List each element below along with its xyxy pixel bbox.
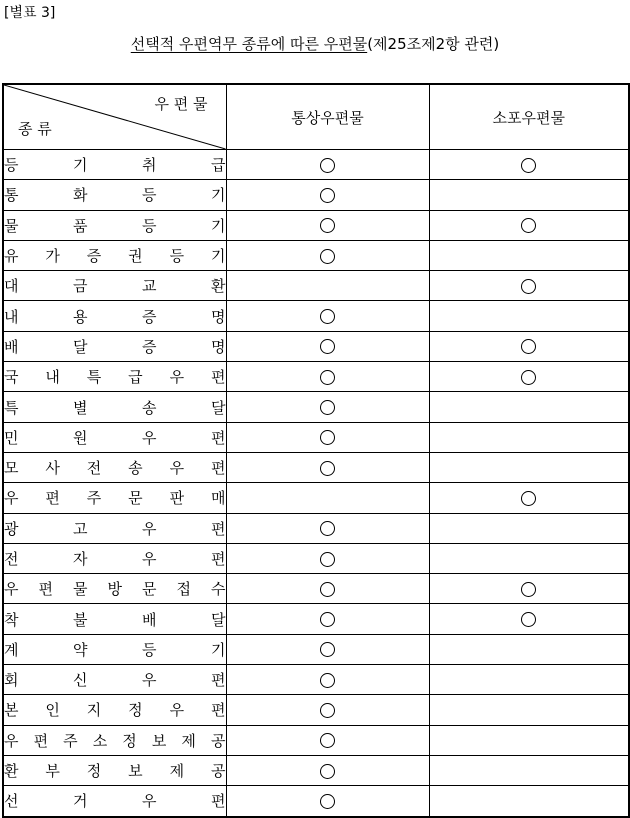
- service-name-cell: [3, 786, 226, 817]
- table-row: [3, 422, 629, 452]
- applicable-circle-icon: [320, 642, 335, 657]
- parcel-mail-cell: [429, 180, 629, 210]
- service-name-char: 등: [142, 186, 157, 205]
- service-name-char: 주: [63, 731, 78, 750]
- applicable-circle-icon: [320, 521, 335, 536]
- service-name: [4, 669, 226, 690]
- service-name-char: 신: [73, 671, 88, 690]
- regular-mail-cell: [226, 180, 429, 210]
- service-name-char: 금: [73, 277, 88, 296]
- applicable-circle-icon: [320, 582, 335, 597]
- service-name-cell: [3, 695, 226, 725]
- service-name-char: 급: [211, 156, 226, 175]
- regular-mail-cell: [226, 574, 429, 604]
- service-name-char: 별: [73, 398, 88, 417]
- applicable-circle-icon: [521, 339, 536, 354]
- applicable-circle-icon: [521, 279, 536, 294]
- service-name-char: 전: [86, 459, 102, 478]
- service-name-char: 우: [169, 701, 185, 720]
- service-name-char: 지: [86, 701, 102, 720]
- service-name-cell: [3, 452, 226, 482]
- parcel-mail-cell: [429, 483, 629, 513]
- applicable-circle-icon: [320, 218, 335, 233]
- service-name-char: 거: [73, 792, 88, 811]
- service-name-char: 송: [128, 459, 143, 478]
- service-name-char: 기: [211, 640, 226, 659]
- table-row: [3, 483, 629, 513]
- service-name-char: 국: [4, 368, 19, 387]
- service-name-cell: [3, 150, 226, 180]
- table-row: [3, 725, 629, 755]
- applicable-circle-icon: [521, 491, 536, 506]
- service-name-char: 우: [4, 489, 19, 508]
- service-name-char: 불: [73, 610, 88, 629]
- service-name: [4, 730, 226, 751]
- service-name: [4, 760, 226, 781]
- service-name-char: 달: [73, 337, 88, 356]
- service-name-char: 편: [211, 792, 226, 811]
- service-name-char: 광: [4, 519, 19, 538]
- service-name-cell: [3, 634, 226, 664]
- service-name-char: 통: [4, 186, 19, 205]
- service-name-char: 정: [86, 762, 102, 781]
- service-name-char: 기: [211, 186, 226, 205]
- service-name-char: 우: [169, 368, 185, 387]
- service-name: [4, 518, 226, 539]
- applicable-circle-icon: [320, 339, 335, 354]
- table-row: [3, 665, 629, 695]
- service-name-char: 정: [128, 701, 143, 720]
- regular-mail-cell: [226, 362, 429, 392]
- service-name-char: 기: [210, 247, 226, 266]
- service-name-char: 편: [45, 489, 60, 508]
- service-name-char: 편: [211, 428, 226, 447]
- service-name-char: 등: [4, 156, 19, 175]
- applicable-circle-icon: [320, 733, 335, 748]
- service-name-char: 사: [45, 459, 60, 478]
- regular-mail-cell: [226, 240, 429, 270]
- regular-mail-cell: [226, 331, 429, 361]
- service-name-char: 명: [211, 307, 226, 326]
- table-row: [3, 786, 629, 817]
- applicable-circle-icon: [521, 218, 536, 233]
- service-name-char: 우: [142, 428, 157, 447]
- parcel-mail-cell: [429, 452, 629, 482]
- parcel-mail-cell: [429, 725, 629, 755]
- service-name-char: 취: [142, 156, 157, 175]
- parcel-mail-cell: [429, 513, 629, 543]
- regular-mail-cell: [226, 392, 429, 422]
- service-name-char: 우: [4, 580, 19, 599]
- applicable-circle-icon: [320, 764, 335, 779]
- service-name-char: 계: [4, 640, 19, 659]
- parcel-mail-cell: [429, 301, 629, 331]
- service-name-char: 물: [4, 216, 19, 235]
- regular-mail-cell: [226, 695, 429, 725]
- service-name-char: 편: [210, 459, 226, 478]
- service-name-char: 등: [142, 640, 157, 659]
- service-name-char: 기: [211, 216, 226, 235]
- service-name-char: 제: [181, 731, 196, 750]
- service-name-char: 민: [4, 428, 19, 447]
- service-name-cell: [3, 180, 226, 210]
- service-name-char: 편: [33, 731, 49, 750]
- regular-mail-cell: [226, 786, 429, 817]
- applicable-circle-icon: [320, 309, 335, 324]
- service-name: [4, 366, 226, 387]
- service-name-cell: [3, 240, 226, 270]
- regular-mail-cell: [226, 301, 429, 331]
- header-type-label: 종 류: [18, 120, 52, 138]
- applicable-circle-icon: [320, 188, 335, 203]
- table-row: [3, 604, 629, 634]
- parcel-mail-cell: [429, 755, 629, 785]
- service-name-char: 환: [211, 277, 226, 296]
- service-name-char: 용: [73, 307, 88, 326]
- applicable-circle-icon: [320, 461, 335, 476]
- service-name: [4, 578, 226, 599]
- service-name-char: 보: [151, 731, 167, 750]
- service-name-char: 특: [86, 368, 102, 387]
- service-name-cell: [3, 513, 226, 543]
- applicable-circle-icon: [320, 158, 335, 173]
- service-name-char: 달: [211, 398, 226, 417]
- service-name-char: 증: [142, 337, 157, 356]
- parcel-mail-cell: [429, 331, 629, 361]
- service-name-char: 모: [4, 459, 19, 478]
- service-name-char: 달: [211, 610, 226, 629]
- diagonal-header-cell: [3, 84, 226, 150]
- service-name-cell: [3, 604, 226, 634]
- service-name: [4, 457, 226, 478]
- service-name-char: 품: [73, 216, 88, 235]
- service-name-char: 내: [45, 368, 60, 387]
- parcel-mail-cell: [429, 786, 629, 817]
- service-name-char: 편: [210, 701, 226, 720]
- service-name-char: 배: [142, 610, 157, 629]
- service-name-char: 명: [211, 337, 226, 356]
- regular-mail-cell: [226, 452, 429, 482]
- service-name-char: 특: [4, 398, 19, 417]
- parcel-mail-cell: [429, 604, 629, 634]
- service-name-char: 전: [4, 550, 19, 568]
- service-name-char: 우: [142, 671, 157, 690]
- regular-mail-cell: [226, 513, 429, 543]
- service-name-char: 자: [73, 550, 88, 568]
- service-name-char: 등: [142, 216, 157, 235]
- service-name-char: 편: [211, 550, 226, 568]
- table-row: [3, 240, 629, 270]
- applicable-circle-icon: [320, 370, 335, 385]
- service-name-cell: [3, 574, 226, 604]
- parcel-mail-cell: [429, 665, 629, 695]
- service-name-cell: [3, 210, 226, 240]
- regular-mail-cell: [226, 150, 429, 180]
- service-name-char: 수: [211, 580, 226, 599]
- service-name-char: 기: [73, 156, 88, 175]
- document-title: [0, 33, 630, 54]
- service-name-char: 매: [210, 489, 226, 508]
- service-name-char: 약: [73, 640, 88, 659]
- service-name-char: 고: [73, 519, 88, 538]
- service-name-char: 보: [128, 762, 143, 781]
- service-name-char: 문: [142, 580, 157, 599]
- annex-label: [별표 3]: [4, 5, 56, 21]
- service-name-cell: [3, 331, 226, 361]
- service-name-char: 편: [210, 368, 226, 387]
- service-name: [4, 699, 226, 720]
- service-name-char: 배: [4, 337, 19, 356]
- service-name-char: 문: [128, 489, 143, 508]
- service-name-char: 공: [210, 731, 226, 750]
- regular-mail-cell: [226, 665, 429, 695]
- service-name: [4, 154, 226, 175]
- service-name: [4, 245, 226, 266]
- service-name-char: 회: [4, 671, 19, 690]
- service-name-char: 우: [142, 792, 157, 811]
- parcel-mail-cell: [429, 695, 629, 725]
- service-name: [4, 306, 226, 327]
- applicable-circle-icon: [521, 582, 536, 597]
- postal-service-table: [2, 83, 630, 818]
- service-name-char: 송: [142, 398, 157, 417]
- service-name-char: 공: [210, 762, 226, 781]
- service-name-char: 방: [107, 580, 122, 599]
- table-body: [3, 150, 629, 817]
- service-name-cell: [3, 665, 226, 695]
- service-name-char: 원: [73, 428, 88, 447]
- title-main: 선택적 우편역무 종류에 따른 우편물: [130, 35, 368, 53]
- applicable-circle-icon: [320, 552, 335, 567]
- regular-mail-cell: [226, 755, 429, 785]
- table-row: [3, 513, 629, 543]
- parcel-mail-cell: [429, 574, 629, 604]
- applicable-circle-icon: [320, 430, 335, 445]
- service-name-char: 접: [176, 580, 191, 599]
- regular-mail-cell: [226, 210, 429, 240]
- service-name-char: 편: [38, 580, 53, 599]
- table-row: [3, 362, 629, 392]
- applicable-circle-icon: [320, 673, 335, 688]
- service-name-char: 인: [45, 701, 60, 720]
- service-name-char: 급: [128, 368, 143, 387]
- table-row: [3, 331, 629, 361]
- service-name-cell: [3, 483, 226, 513]
- service-name: [4, 336, 226, 357]
- header-parcel-mail: 소포우편물: [429, 84, 629, 150]
- parcel-mail-cell: [429, 240, 629, 270]
- parcel-mail-cell: [429, 362, 629, 392]
- service-name-cell: [3, 362, 226, 392]
- service-name-char: 대: [4, 277, 19, 296]
- parcel-mail-cell: [429, 634, 629, 664]
- service-name-char: 증: [142, 307, 157, 326]
- service-name-char: 가: [45, 247, 60, 266]
- service-name-char: 정: [122, 731, 137, 750]
- table-row: [3, 301, 629, 331]
- parcel-mail-cell: [429, 422, 629, 452]
- service-name-char: 주: [86, 489, 102, 508]
- service-name-char: 우: [142, 550, 157, 568]
- table-header-row: [3, 84, 629, 150]
- table-row: [3, 543, 629, 573]
- table-row: [3, 180, 629, 210]
- service-name: [4, 397, 226, 418]
- parcel-mail-cell: [429, 392, 629, 422]
- table-row: [3, 150, 629, 180]
- service-name-char: 소: [92, 731, 108, 750]
- service-name-char: 부: [45, 762, 60, 781]
- service-name: [4, 184, 226, 205]
- regular-mail-cell: [226, 725, 429, 755]
- table-row: [3, 634, 629, 664]
- applicable-circle-icon: [320, 703, 335, 718]
- service-name-char: 권: [128, 247, 143, 266]
- header-mail-label: 우 편 물: [154, 95, 208, 113]
- service-name-char: 편: [211, 519, 226, 538]
- service-name-char: 편: [211, 671, 226, 690]
- table-row: [3, 271, 629, 301]
- regular-mail-cell: [226, 604, 429, 634]
- table-row: [3, 392, 629, 422]
- service-name-char: 본: [4, 701, 19, 720]
- applicable-circle-icon: [521, 370, 536, 385]
- parcel-mail-cell: [429, 150, 629, 180]
- service-name: [4, 639, 226, 660]
- parcel-mail-cell: [429, 271, 629, 301]
- service-name-char: 화: [73, 186, 88, 205]
- service-name: [4, 609, 226, 630]
- table-row: [3, 452, 629, 482]
- service-name-cell: [3, 392, 226, 422]
- service-name: [4, 790, 226, 811]
- service-name-char: 판: [169, 489, 185, 508]
- service-name-char: 우: [169, 459, 185, 478]
- service-name: [4, 548, 226, 569]
- regular-mail-cell: [226, 543, 429, 573]
- parcel-mail-cell: [429, 210, 629, 240]
- service-name-char: 제: [169, 762, 185, 781]
- service-name-char: 우: [142, 519, 157, 538]
- regular-mail-cell: [226, 422, 429, 452]
- service-name: [4, 487, 226, 508]
- regular-mail-cell: [226, 634, 429, 664]
- table-row: [3, 574, 629, 604]
- table-row: [3, 755, 629, 785]
- service-name-char: 유: [4, 247, 19, 266]
- service-name: [4, 215, 226, 236]
- service-name-cell: [3, 301, 226, 331]
- regular-mail-cell: [226, 271, 429, 301]
- service-name-char: 착: [4, 610, 19, 629]
- applicable-circle-icon: [521, 158, 536, 173]
- service-name: [4, 427, 226, 448]
- service-name: [4, 275, 226, 296]
- service-name-cell: [3, 271, 226, 301]
- service-name-char: 환: [4, 762, 19, 781]
- applicable-circle-icon: [320, 400, 335, 415]
- service-name-char: 우: [4, 731, 19, 750]
- service-name-cell: [3, 543, 226, 573]
- applicable-circle-icon: [521, 612, 536, 627]
- applicable-circle-icon: [320, 612, 335, 627]
- service-name-cell: [3, 725, 226, 755]
- header-regular-mail: 통상우편물: [226, 84, 429, 150]
- service-name-cell: [3, 422, 226, 452]
- table-row: [3, 695, 629, 725]
- service-name-char: 증: [86, 247, 102, 266]
- title-reference: (제25조제2항 관련): [367, 35, 500, 53]
- service-name-char: 등: [169, 247, 185, 266]
- table-row: [3, 210, 629, 240]
- regular-mail-cell: [226, 483, 429, 513]
- service-name-char: 선: [4, 792, 19, 811]
- applicable-circle-icon: [320, 249, 335, 264]
- service-name-cell: [3, 755, 226, 785]
- parcel-mail-cell: [429, 543, 629, 573]
- service-name-char: 교: [142, 277, 157, 296]
- service-name-char: 내: [4, 307, 19, 326]
- service-name-char: 물: [73, 580, 88, 599]
